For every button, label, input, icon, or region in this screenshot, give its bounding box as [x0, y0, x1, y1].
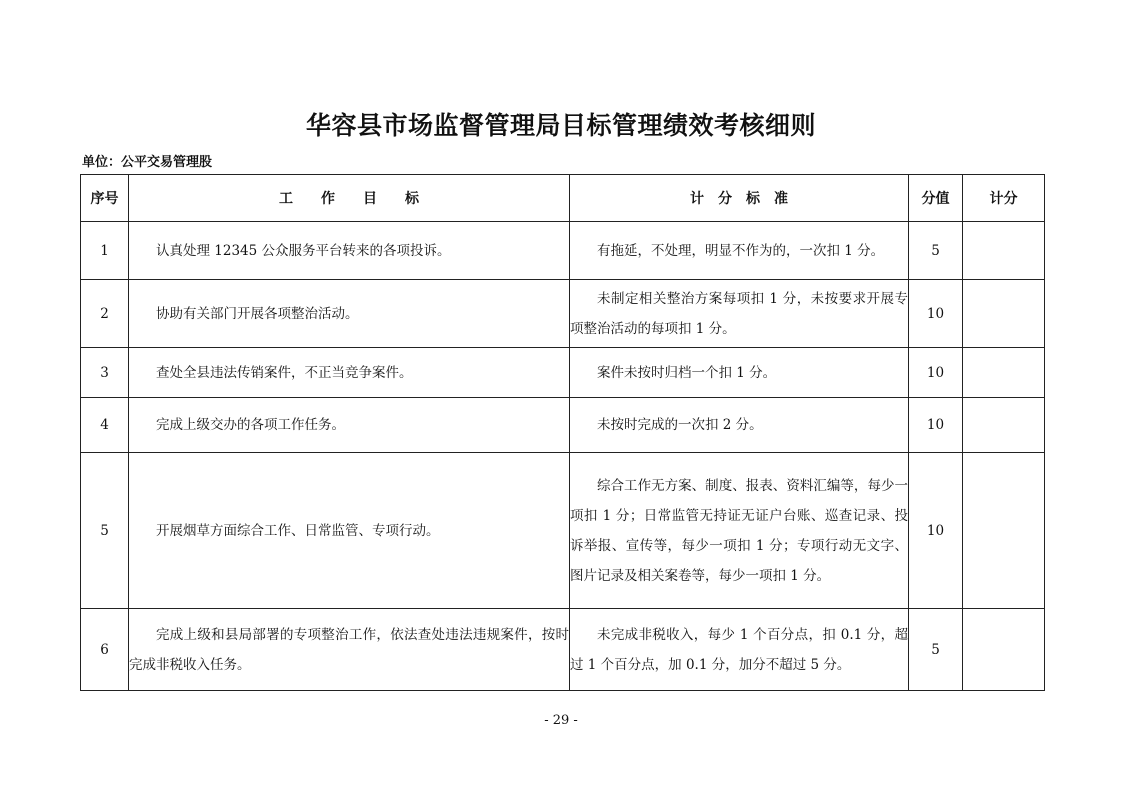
table-row	[81, 348, 1045, 398]
row-goal: 开展烟草方面综合工作、日常监管、专项行动。	[129, 453, 570, 609]
unit-label: 单位：公平交易管理股	[82, 155, 213, 170]
assessment-table	[80, 174, 1045, 691]
row-points: 10	[909, 280, 963, 348]
row-goal: 查处全县违法传销案件，不正当竞争案件。	[129, 348, 570, 398]
row-index: 5	[81, 453, 129, 609]
row-score-cell[interactable]	[963, 222, 1045, 280]
row-score-cell[interactable]	[963, 609, 1045, 691]
row-score-cell[interactable]	[963, 348, 1045, 398]
header-standard: 计 分 标 准	[570, 175, 909, 222]
row-points: 5	[909, 222, 963, 280]
row-standard: 未完成非税收入，每少 1 个百分点，扣 0.1 分，超过 1 个百分点，加 0.1 分，加分不超过 5 分。	[570, 609, 909, 691]
row-index: 1	[81, 222, 129, 280]
header-goal: 工 作 目 标	[129, 175, 570, 222]
row-points: 5	[909, 609, 963, 691]
table-header-row	[81, 175, 1045, 222]
row-goal: 协助有关部门开展各项整治活动。	[129, 280, 570, 348]
header-index: 序号	[81, 175, 129, 222]
table-row	[81, 398, 1045, 453]
row-score-cell[interactable]	[963, 280, 1045, 348]
row-standard: 未按时完成的一次扣 2 分。	[570, 398, 909, 453]
row-score-cell[interactable]	[963, 453, 1045, 609]
page-number: - 29 -	[544, 713, 578, 728]
row-index: 2	[81, 280, 129, 348]
row-score-cell[interactable]	[963, 398, 1045, 453]
row-goal: 认真处理 12345 公众服务平台转来的各项投诉。	[129, 222, 570, 280]
row-points: 10	[909, 348, 963, 398]
row-standard: 有拖延，不处理，明显不作为的，一次扣 1 分。	[570, 222, 909, 280]
table-row	[81, 609, 1045, 691]
document-title: 华容县市场监督管理局目标管理绩效考核细则	[305, 111, 816, 140]
row-points: 10	[909, 453, 963, 609]
row-points: 10	[909, 398, 963, 453]
row-index: 4	[81, 398, 129, 453]
row-goal: 完成上级交办的各项工作任务。	[129, 398, 570, 453]
row-standard: 案件未按时归档一个扣 1 分。	[570, 348, 909, 398]
row-index: 3	[81, 348, 129, 398]
table-row	[81, 453, 1045, 609]
row-index: 6	[81, 609, 129, 691]
table-row	[81, 280, 1045, 348]
row-standard: 未制定相关整治方案每项扣 1 分，未按要求开展专项整治活动的每项扣 1 分。	[570, 280, 909, 348]
row-goal: 完成上级和县局部署的专项整治工作，依法查处违法违规案件，按时完成非税收入任务。	[129, 609, 570, 691]
table-row	[81, 222, 1045, 280]
header-points: 分值	[909, 175, 963, 222]
row-standard: 综合工作无方案、制度、报表、资料汇编等，每少一项扣 1 分；日常监管无持证无证户台账、巡查记录、投诉举报、宣传等，每少一项扣 1 分；专项行动无文字、图片记录及相关案卷等，每少一项扣 1 分。	[570, 453, 909, 609]
header-score: 计分	[963, 175, 1045, 222]
